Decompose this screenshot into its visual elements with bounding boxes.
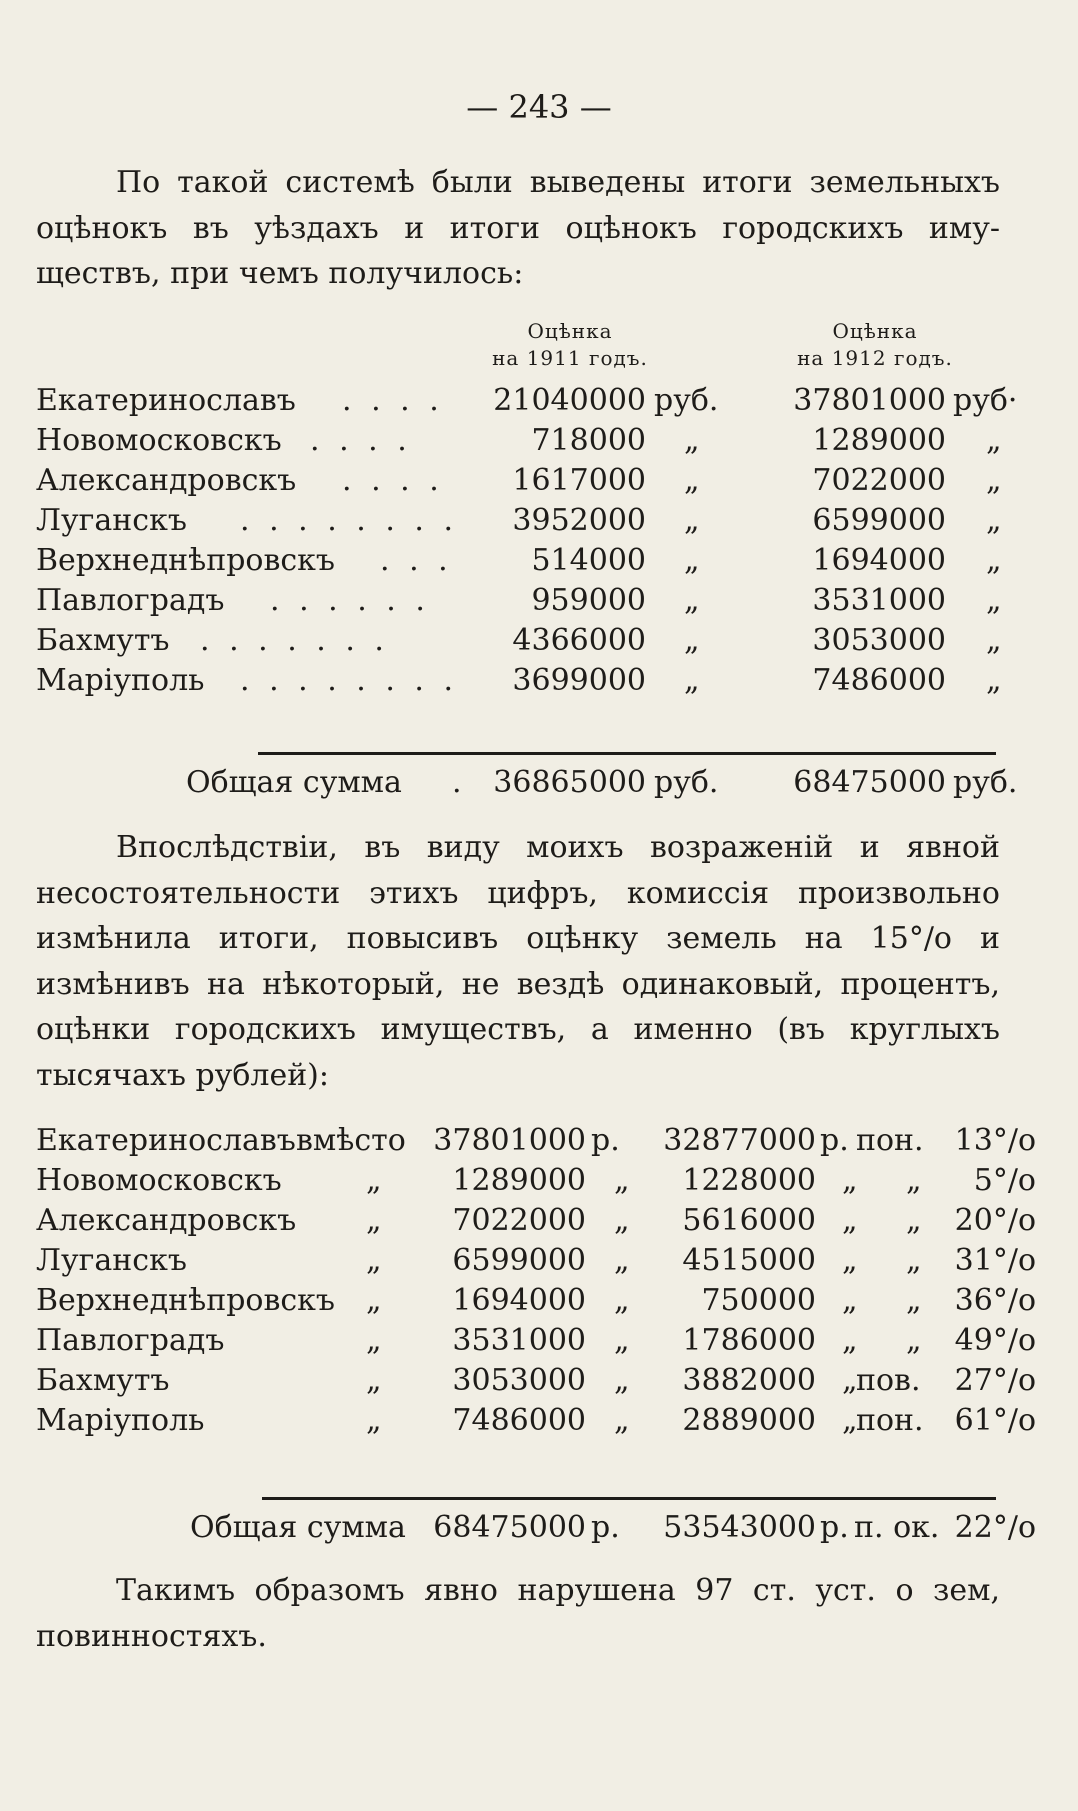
old-value: 37801000 xyxy=(433,1123,586,1158)
district-name: Бахмутъ xyxy=(36,623,170,658)
district-name: Александровскъ xyxy=(36,463,297,498)
district-name: Маріуполь xyxy=(36,1403,205,1438)
change-direction: пон. xyxy=(856,1123,924,1158)
old-value: 3531000 xyxy=(452,1323,586,1358)
total-new-unit: р. xyxy=(820,1510,849,1545)
new-unit: „ xyxy=(842,1323,858,1358)
total-1912-unit: руб. xyxy=(953,765,1018,800)
unit-1912: „ xyxy=(986,623,1002,658)
old-value: 7486000 xyxy=(452,1403,586,1438)
instead-of-label: вмѣсто xyxy=(296,1123,406,1158)
value-1912: 1694000 xyxy=(812,543,946,578)
change-direction: пов. xyxy=(856,1363,921,1398)
district-name: Павлоградъ xyxy=(36,583,225,618)
new-unit: „ xyxy=(842,1163,858,1198)
value-1911: 4366000 xyxy=(512,623,646,658)
value-1911: 21040000 xyxy=(493,383,646,418)
total-label: Общая сумма xyxy=(190,1510,406,1545)
old-value: 1289000 xyxy=(452,1163,586,1198)
old-unit: „ xyxy=(614,1163,630,1198)
change-direction: „ xyxy=(906,1203,922,1238)
new-value: 4515000 xyxy=(682,1243,816,1278)
district-name: Бахмутъ xyxy=(36,1363,170,1398)
unit-1912: „ xyxy=(986,423,1002,458)
instead-of-label: „ xyxy=(366,1283,382,1318)
text-line: оцѣнки городскихъ имуществъ, а именно (въ круглыхъ xyxy=(36,1012,1000,1047)
value-1911: 514000 xyxy=(531,543,646,578)
dot-leader: . . . . . . . xyxy=(200,623,389,658)
closing-paragraph xyxy=(36,1568,1000,1659)
total-label: Общая сумма xyxy=(186,765,402,800)
value-1911: 1617000 xyxy=(512,463,646,498)
unit-1911: „ xyxy=(684,543,700,578)
dot-leader: . . . . . . xyxy=(270,583,430,618)
new-value: 750000 xyxy=(701,1283,816,1318)
change-percent: 13°/о xyxy=(954,1123,1036,1158)
dot-leader: . . . . xyxy=(342,463,444,498)
old-unit: „ xyxy=(614,1323,630,1358)
text-line: По такой системѣ были выведены итоги земельныхъ xyxy=(116,165,1000,200)
text-line: тысячахъ рублей): xyxy=(36,1057,329,1093)
change-direction: „ xyxy=(906,1243,922,1278)
unit-1912: „ xyxy=(986,663,1002,698)
dot-leader: . . . . xyxy=(342,383,444,418)
district-name: Верхнеднѣпровскъ xyxy=(36,543,336,578)
table2-total-row xyxy=(36,1505,1042,1551)
change-direction: пон. xyxy=(856,1403,924,1438)
new-unit: „ xyxy=(842,1203,858,1238)
district-name: Новомосковскъ xyxy=(36,423,282,458)
old-value: 6599000 xyxy=(452,1243,586,1278)
new-unit: „ xyxy=(842,1403,858,1438)
district-name: Екатеринославъ xyxy=(36,383,296,418)
instead-of-label: „ xyxy=(366,1323,382,1358)
total-new-value: 53543000 xyxy=(663,1510,816,1545)
total-1911-unit: руб. xyxy=(654,765,719,800)
total-percent: 22°/о xyxy=(954,1510,1036,1545)
unit-1911: „ xyxy=(684,583,700,618)
change-percent: 49°/о xyxy=(954,1323,1036,1358)
change-direction: „ xyxy=(906,1323,922,1358)
change-percent: 20°/о xyxy=(954,1203,1036,1238)
district-name: Александровскъ xyxy=(36,1203,297,1238)
change-percent: 27°/о xyxy=(954,1363,1036,1398)
column-header-1912 xyxy=(770,318,980,372)
old-value: 1694000 xyxy=(452,1283,586,1318)
new-value: 1228000 xyxy=(682,1163,816,1198)
instead-of-label: „ xyxy=(366,1243,382,1278)
old-unit: „ xyxy=(614,1363,630,1398)
district-name: Маріуполь xyxy=(36,663,205,698)
old-unit: „ xyxy=(614,1243,630,1278)
change-percent: 5°/о xyxy=(973,1163,1036,1198)
column-header-1911 xyxy=(470,318,670,372)
district-name: Павлоградъ xyxy=(36,1323,225,1358)
value-1912: 3531000 xyxy=(812,583,946,618)
change-direction: „ xyxy=(906,1283,922,1318)
old-unit: р. xyxy=(591,1123,620,1158)
text-line: повинностяхъ. xyxy=(36,1618,267,1654)
total-1911-value: 36865000 xyxy=(493,765,646,800)
unit-1911: „ xyxy=(684,423,700,458)
value-1912: 7022000 xyxy=(812,463,946,498)
old-unit: „ xyxy=(614,1403,630,1438)
change-percent: 31°/о xyxy=(954,1243,1036,1278)
text-line: несостоятельности этихъ цифръ, комиссія произвольно xyxy=(36,875,1000,911)
unit-1912: „ xyxy=(986,463,1002,498)
new-unit: „ xyxy=(842,1243,858,1278)
column-header-line: Оцѣнка xyxy=(527,319,613,343)
dot-leader: . . . . xyxy=(310,423,412,458)
instead-of-label: „ xyxy=(366,1403,382,1438)
text-line: измѣнивъ на нѣкоторый, не вездѣ одинаковый, процентъ, xyxy=(36,966,1000,1002)
dot-leader: . . . xyxy=(380,543,453,578)
intro-paragraph xyxy=(36,160,1000,297)
text-line: Впослѣдствіи, въ виду моихъ возраженій и явной xyxy=(116,830,1000,865)
unit-1911: руб. xyxy=(654,383,719,418)
change-direction: „ xyxy=(906,1163,922,1198)
sum-rule xyxy=(258,752,996,755)
new-value: 2889000 xyxy=(682,1403,816,1438)
unit-1911: „ xyxy=(684,663,700,698)
new-value: 1786000 xyxy=(682,1323,816,1358)
table1-row xyxy=(36,658,1042,704)
total-old-unit: р. xyxy=(591,1510,620,1545)
text-line: оцѣнокъ въ уѣздахъ и итоги оцѣнокъ городскихъ иму- xyxy=(36,210,1000,246)
district-name: Новомосковскъ xyxy=(36,1163,282,1198)
new-unit: „ xyxy=(842,1283,858,1318)
instead-of-label: „ xyxy=(366,1203,382,1238)
change-percent: 36°/о xyxy=(954,1283,1036,1318)
district-name: Луганскъ xyxy=(36,1243,187,1278)
total-1912-value: 68475000 xyxy=(793,765,946,800)
value-1912: 6599000 xyxy=(812,503,946,538)
sum-rule-2 xyxy=(262,1497,996,1500)
text-line: измѣнила итоги, повысивъ оцѣнку земель на 15°/о и xyxy=(36,921,1000,956)
text-line: Такимъ образомъ явно нарушена 97 ст. уст. о зем, xyxy=(116,1573,1000,1608)
instead-of-label: „ xyxy=(366,1163,382,1198)
new-value: 32877000 xyxy=(663,1123,816,1158)
district-name: Верхнеднѣпровскъ xyxy=(36,1283,336,1318)
value-1911: 3952000 xyxy=(512,503,646,538)
column-header-line: на 1911 годъ. xyxy=(492,346,648,370)
unit-1912: „ xyxy=(986,503,1002,538)
new-unit: р. xyxy=(820,1123,849,1158)
value-1912: 37801000 xyxy=(793,383,946,418)
table1-total-row xyxy=(36,760,1042,806)
page-number: — 243 — xyxy=(466,88,612,126)
new-value: 3882000 xyxy=(682,1363,816,1398)
table2-row xyxy=(36,1398,1042,1444)
total-direction: п. ок. xyxy=(854,1510,940,1545)
district-name: Луганскъ xyxy=(36,503,187,538)
unit-1912: „ xyxy=(986,583,1002,618)
old-value: 3053000 xyxy=(452,1363,586,1398)
unit-1911: „ xyxy=(684,503,700,538)
value-1911: 718000 xyxy=(531,423,646,458)
unit-1911: „ xyxy=(684,623,700,658)
total-old-value: 68475000 xyxy=(433,1510,586,1545)
old-unit: „ xyxy=(614,1203,630,1238)
district-name: Екатеринославъ xyxy=(36,1123,296,1158)
new-unit: „ xyxy=(842,1363,858,1398)
value-1911: 959000 xyxy=(531,583,646,618)
change-percent: 61°/о xyxy=(954,1403,1036,1438)
dot-leader: . . . . . . . . xyxy=(240,663,459,698)
new-value: 5616000 xyxy=(682,1203,816,1238)
total-dot: . xyxy=(452,765,462,800)
dot-leader: . . . . . . . . xyxy=(240,503,459,538)
unit-1911: „ xyxy=(684,463,700,498)
value-1911: 3699000 xyxy=(512,663,646,698)
unit-1912: руб· xyxy=(953,383,1018,418)
column-header-line: Оцѣнка xyxy=(832,319,918,343)
instead-of-label: „ xyxy=(366,1363,382,1398)
value-1912: 3053000 xyxy=(812,623,946,658)
old-value: 7022000 xyxy=(452,1203,586,1238)
column-header-line: на 1912 годъ. xyxy=(797,346,953,370)
unit-1912: „ xyxy=(986,543,1002,578)
text-line: ществъ, при чемъ получилось: xyxy=(36,256,524,291)
middle-paragraph xyxy=(36,825,1000,1098)
old-unit: „ xyxy=(614,1283,630,1318)
value-1912: 1289000 xyxy=(812,423,946,458)
value-1912: 7486000 xyxy=(812,663,946,698)
